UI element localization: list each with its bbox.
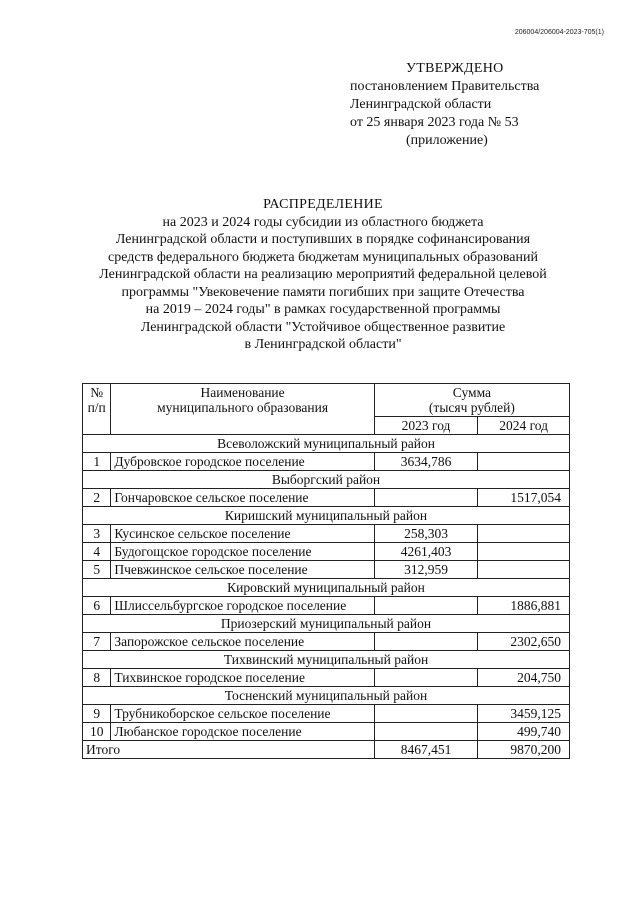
row-amount-2023: 258,303: [374, 525, 477, 543]
total-amount-2023: 8467,451: [374, 741, 477, 759]
approval-annex: (приложение): [406, 133, 488, 148]
table-row: [83, 669, 570, 687]
header-year-2023: 2023 год: [374, 417, 477, 435]
row-name: Кусинское сельское поселение: [111, 525, 374, 543]
header-number-symbol: №: [90, 385, 104, 400]
district-name: Киришский муниципальный район: [83, 507, 570, 525]
row-name: Пчевжинское сельское поселение: [111, 561, 374, 579]
distribution-table: [82, 383, 570, 759]
header-name-line: муниципального образования: [157, 400, 329, 415]
table-row: [83, 633, 570, 651]
row-name: Тихвинское городское поселение: [111, 669, 374, 687]
row-amount-2024: 204,750: [478, 669, 570, 687]
table-row: [83, 543, 570, 561]
row-number: 1: [83, 453, 111, 471]
row-name: Шлиссельбургское городское поселение: [111, 597, 374, 615]
row-amount-2023: 312,959: [374, 561, 477, 579]
district-row: [83, 435, 570, 453]
total-label: Итого: [83, 741, 375, 759]
row-amount-2023: [374, 597, 477, 615]
row-amount-2023: [374, 669, 477, 687]
district-name: Всеволожский муниципальный район: [83, 435, 570, 453]
row-name: Запорожское сельское поселение: [111, 633, 374, 651]
heading-line: на 2019 – 2024 годы" в рамках государственной программы: [145, 302, 501, 317]
heading-line: Ленинградской области и поступивших в порядке софинансирования: [115, 232, 531, 247]
heading-line: Ленинградской области "Устойчивое общественное развитие: [140, 319, 506, 335]
row-amount-2024: 499,740: [478, 723, 570, 741]
header-sum-line: Сумма: [452, 385, 492, 400]
row-name: Трубникоборское сельское поселение: [111, 705, 374, 723]
header-number-abbr: п/п: [87, 400, 106, 415]
header-number: [83, 384, 111, 435]
row-amount-2023: [374, 723, 477, 741]
row-name: Любанское городское поселение: [111, 723, 374, 741]
approval-title: УТВЕРЖДЕНО: [406, 61, 504, 76]
header-year-2024: 2024 год: [478, 417, 570, 435]
heading-line: средств федерального бюджета бюджетам муниципальных образований: [108, 249, 538, 265]
table-row: [83, 705, 570, 723]
total-row: [83, 741, 570, 759]
row-number: 10: [83, 723, 111, 741]
approval-block: [350, 60, 600, 150]
table-row: [83, 489, 570, 507]
row-amount-2023: [374, 489, 477, 507]
document-heading: [40, 196, 606, 354]
header-name: [111, 384, 374, 435]
row-number: 4: [83, 543, 111, 561]
district-name: Выборгский район: [83, 471, 570, 489]
table-row: [83, 561, 570, 579]
row-number: 8: [83, 669, 111, 687]
district-row: [83, 471, 570, 489]
header-sum-unit: (тысяч рублей): [428, 400, 515, 415]
row-number: 5: [83, 561, 111, 579]
district-name: Тихвинский муниципальный район: [83, 651, 570, 669]
row-number: 3: [83, 525, 111, 543]
district-row: [83, 687, 570, 705]
district-row: [83, 579, 570, 597]
row-amount-2023: 4261,403: [374, 543, 477, 561]
heading-line: программы "Увековечение памяти погибших при защите Отечества: [121, 284, 525, 300]
row-amount-2023: 3634,786: [374, 453, 477, 471]
row-name: Будогощское городское поселение: [111, 543, 374, 561]
heading-line: на 2023 и 2024 годы субсидии из областного бюджета: [162, 214, 484, 230]
document-id: 206004/206004-2023-705(1): [514, 29, 604, 36]
row-amount-2024: 2302,650: [478, 633, 570, 651]
row-amount-2023: [374, 633, 477, 651]
row-amount-2024: [478, 525, 570, 543]
row-amount-2023: [374, 705, 477, 723]
table-row: [83, 597, 570, 615]
row-number: 6: [83, 597, 111, 615]
table-row: [83, 525, 570, 543]
district-row: [83, 651, 570, 669]
heading-title: РАСПРЕДЕЛЕНИЕ: [263, 197, 383, 212]
row-amount-2024: 3459,125: [478, 705, 570, 723]
row-number: 2: [83, 489, 111, 507]
heading-line: Ленинградской области на реализацию мероприятий федеральной целевой: [99, 267, 547, 282]
district-name: Кировский муниципальный район: [83, 579, 570, 597]
table-row: [83, 453, 570, 471]
row-amount-2024: 1517,054: [478, 489, 570, 507]
row-amount-2024: [478, 543, 570, 561]
approval-line: от 25 января 2023 года № 53: [350, 115, 519, 130]
row-amount-2024: [478, 561, 570, 579]
header-name-line: Наименование: [200, 385, 285, 400]
total-amount-2024: 9870,200: [478, 741, 570, 759]
district-name: Тосненский муниципальный район: [83, 687, 570, 705]
row-number: 7: [83, 633, 111, 651]
heading-line: в Ленинградской области": [244, 337, 402, 352]
approval-line: Ленинградской области: [350, 97, 492, 112]
district-row: [83, 507, 570, 525]
row-amount-2024: 1886,881: [478, 597, 570, 615]
table-row: [83, 723, 570, 741]
row-name: Дубровское городское поселение: [111, 453, 374, 471]
table-header-row: [83, 384, 570, 417]
row-amount-2024: [478, 453, 570, 471]
header-sum: [374, 384, 569, 417]
district-row: [83, 615, 570, 633]
table-body: [83, 435, 570, 759]
row-name: Гончаровское сельское поселение: [111, 489, 374, 507]
district-name: Приозерский муниципальный район: [83, 615, 570, 633]
row-number: 9: [83, 705, 111, 723]
approval-line: постановлением Правительства: [350, 79, 540, 94]
